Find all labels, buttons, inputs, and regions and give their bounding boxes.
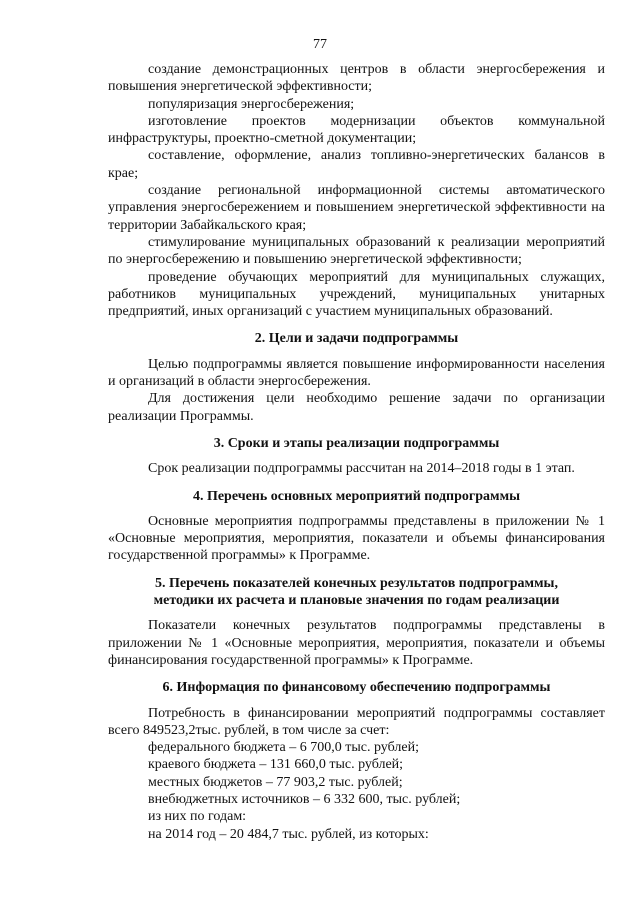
document-body	[108, 61, 605, 843]
paragraph: федерального бюджета – 6 700,0 тыс. рублей;	[148, 740, 419, 756]
paragraph: популяризация энергосбережения;	[148, 96, 355, 112]
paragraph: краевого бюджета – 131 660,0 тыс. рублей;	[148, 757, 404, 773]
paragraph: из них по годам:	[148, 809, 247, 825]
paragraph: Показатели конечных результатов подпрограммы представлены в приложении № 1 «Основные мероприятия, мероприятия, показатели и объемы финансирования государственной программы» к Программе.	[108, 618, 605, 668]
section-heading: 3. Сроки и этапы реализации подпрограммы	[213, 435, 500, 451]
paragraph: Целью подпрограммы является повышение информированности населения и организаций в области энергосбережения.	[108, 356, 605, 390]
section-heading: 5. Перечень показателей конечных результатов подпрограммы,	[155, 575, 558, 591]
paragraph: создание региональной информационной системы автоматического управления энергосбережением и повышением энергетической эффективности на территории Забайкальского края;	[108, 183, 605, 233]
paragraph: внебюджетных источников – 6 332 600, тыс. рублей;	[148, 791, 461, 807]
paragraph: Срок реализации подпрограммы рассчитан на 2014–2018 годы в 1 этап.	[148, 461, 575, 477]
paragraph: Потребность в финансировании мероприятий подпрограммы составляет всего 849523,2тыс. рублей, в том числе за счет:	[108, 705, 605, 738]
section-heading: методики их расчета и плановые значения по годам реализации	[153, 593, 560, 609]
paragraph: местных бюджетов – 77 903,2 тыс. рублей;	[148, 774, 403, 790]
paragraph: изготовление проектов модернизации объектов коммунальной инфраструктуры, проектно-сметной документации;	[108, 113, 605, 147]
section-heading: 6. Информация по финансовому обеспечению подпрограммы	[162, 680, 551, 696]
paragraph: стимулирование муниципальных образований к реализации мероприятий по энергосбережению и повышению энергетической эффективности;	[108, 234, 605, 268]
paragraph: проведение обучающих мероприятий для муниципальных служащих, работников муниципальных учреждений, муниципальных унитарных предприятий, иных организаций с участием муниципальных образований.	[108, 269, 605, 320]
paragraph: Основные мероприятия подпрограммы представлены в приложении № 1 «Основные мероприятия, мероприятия, показатели и объемы финансирования государственной программы» к Программе.	[108, 513, 605, 564]
page-number: 77	[313, 37, 327, 52]
section-heading: 2. Цели и задачи подпрограммы	[254, 331, 459, 347]
paragraph: создание демонстрационных центров в области энергосбережения и повышения энергетической эффективности;	[108, 62, 605, 95]
paragraph: Для достижения цели необходимо решение задачи по организации реализации Программы.	[108, 391, 605, 424]
section-heading: 4. Перечень основных мероприятий подпрограммы	[192, 488, 521, 504]
paragraph: составление, оформление, анализ топливно-энергетических балансов в крае;	[108, 148, 605, 181]
section-heading-block	[108, 575, 605, 610]
paragraph: на 2014 год – 20 484,7 тыс. рублей, из которых:	[148, 826, 429, 842]
